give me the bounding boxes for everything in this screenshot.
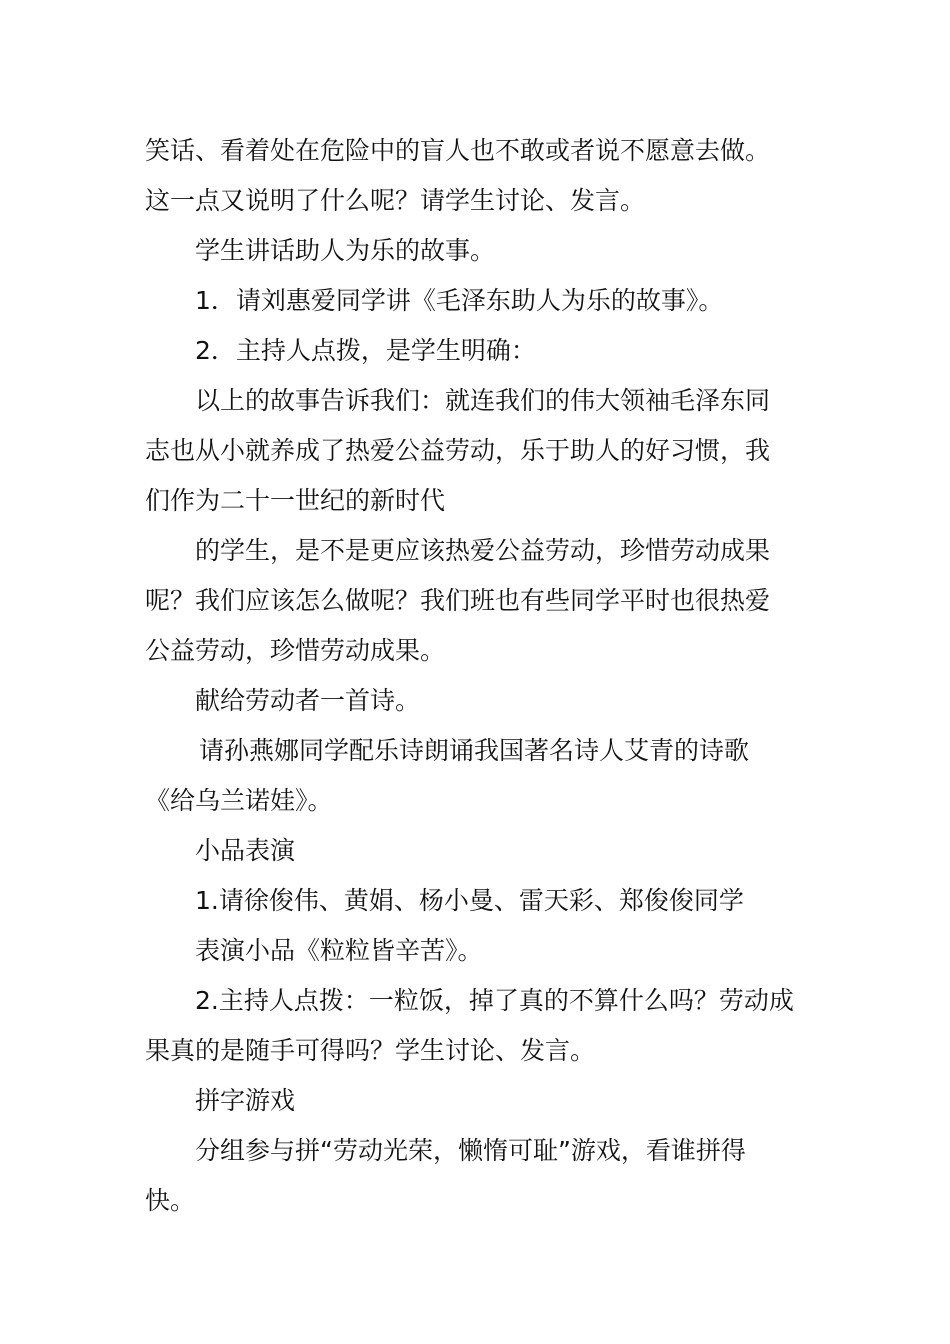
text-line-8: 们作为二十一世纪的新时代 xyxy=(145,486,446,515)
text-line-22: 快。 xyxy=(145,1186,196,1215)
text-line-15: 小品表演 xyxy=(195,836,296,865)
text-line-3: 学生讲话助人为乐的故事。 xyxy=(195,236,496,265)
text-line-14: 《给乌兰诺娃》。 xyxy=(145,786,333,815)
text-line-9: 的学生，是不是更应该热爱公益劳动，珍惜劳动成果 xyxy=(195,536,771,565)
text-line-1: 笑话、看着处在危险中的盲人也不敢或者说不愿意去做。 xyxy=(145,136,771,165)
text-line-19: 果真的是随手可得吗？学生讨论、发言。 xyxy=(145,1036,596,1065)
text-line-20: 拼字游戏 xyxy=(195,1086,296,1115)
text-line-2: 这一点又说明了什么呢？请学生讨论、发言。 xyxy=(145,186,646,215)
text-line-18: 2.主持人点拨：一粒饭，掉了真的不算什么吗？劳动成 xyxy=(195,986,794,1015)
text-line-10: 呢？我们应该怎么做呢？我们班也有些同学平时也很热爱 xyxy=(145,586,771,615)
text-line-17: 表演小品《粒粒皆辛苦》。 xyxy=(195,936,483,965)
text-line-12: 献给劳动者一首诗。 xyxy=(195,686,421,715)
body-text xyxy=(145,126,815,1226)
text-line-11: 公益劳动，珍惜劳动成果。 xyxy=(145,636,446,665)
text-line-21: 分组参与拼“劳动光荣，懒惰可耻”游戏，看谁拼得 xyxy=(195,1136,746,1165)
text-line-7: 志也从小就养成了热爱公益劳动，乐于助人的好习惯，我 xyxy=(145,436,771,465)
text-line-5: 2．主持人点拨，是学生明确： xyxy=(195,336,536,365)
text-line-16: 1.请徐俊伟、黄娟、杨小曼、雷天彩、郑俊俊同学 xyxy=(195,886,744,915)
text-line-13: 请孙燕娜同学配乐诗朗诵我国著名诗人艾青的诗歌 xyxy=(199,736,750,765)
text-line-6: 以上的故事告诉我们：就连我们的伟大领袖毛泽东同 xyxy=(195,386,771,415)
text-line-4: 1．请刘惠爱同学讲《毛泽东助人为乐的故事》。 xyxy=(195,286,724,315)
